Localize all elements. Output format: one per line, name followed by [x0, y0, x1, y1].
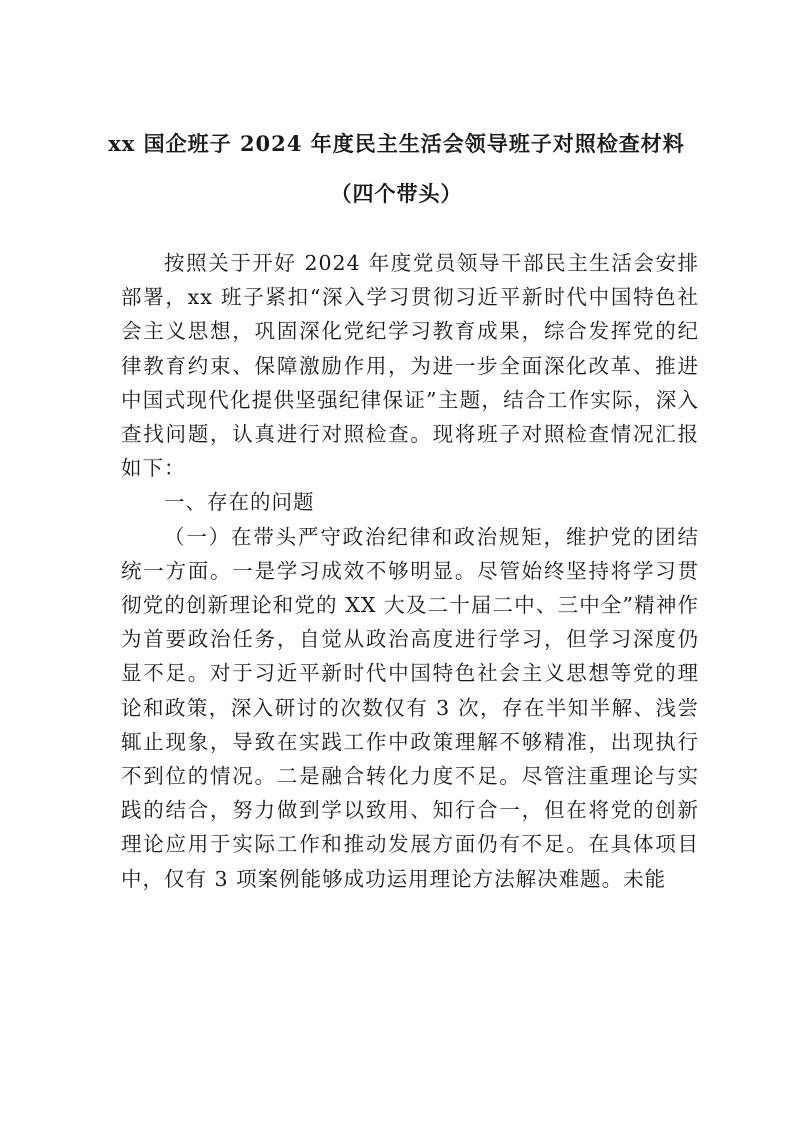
intro-paragraph: 按照关于开好 2024 年度党员领导干部民主生活会安排部署，xx 班子紧扣“深入学习贯彻习近平新时代中国特色社会主义思想，巩固深化党纪学习教育成果，综合发挥党的纪律教育约束、保障激励作用，为进一步全面深化改革、推进中国式现代化提供坚强纪律保证”主题，结合工作实际，深入查找问题，认真进行对照检查。现将班子对照检查情况汇报如下： [121, 251, 699, 481]
body-paragraph: （一）在带头严守政治纪律和政治规矩，维护党的团结统一方面。一是学习成效不够明显。尽管始终坚持将学习贯彻党的创新理论和党的 XX 大及二十届二中、三中全”精神作为首要政治任务，自觉从政治高度进行学习，但学习深度仍显不足。对于习近平新时代中国特色社会主义思想等党的理论和政策，深入研讨的次数仅有 3 次，存在半知半解、浅尝辄止现象，导致在实践工作中政策理解不够精准，出现执行不到位的情况。二是融合转化力度不足。尽管注重理论与实践的结合，努力做到学以致用、知行合一，但在将党的创新理论应用于实际工作和推动发展方面仍有不足。在具体项目中，仅有 3 项案例能够成功运用理论方法解决难题。未能 [121, 524, 699, 891]
document-title: xx 国企班子 2024 年度民主生活会领导班子对照检查材料 [108, 131, 685, 156]
document-subtitle: （四个带头） [330, 181, 463, 206]
section-heading: 一、存在的问题 [164, 490, 315, 515]
document-body [121, 246, 699, 896]
